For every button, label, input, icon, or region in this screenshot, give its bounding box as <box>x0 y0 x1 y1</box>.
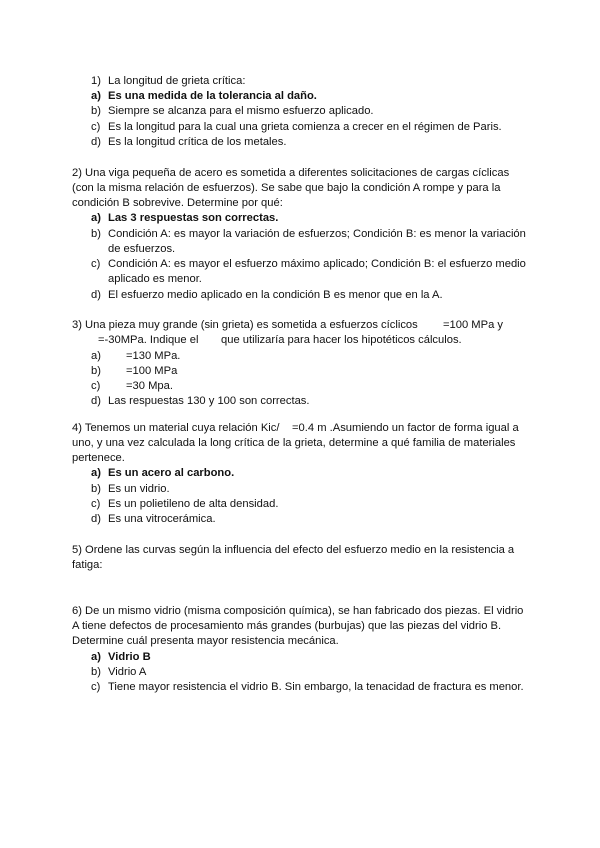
q2-option-c-label: c) <box>91 258 101 270</box>
q6-option-a-label: a) <box>91 651 101 663</box>
q1-option-c-label: c) <box>91 121 101 133</box>
q1-option-d-text: Es la longitud crítica de los metales. <box>108 136 287 148</box>
q3-option-b-text: =100 MPa <box>126 365 178 377</box>
q2-option-c-text-2: aplicado es menor. <box>108 273 202 285</box>
q4-option-a-text: Es un acero al carbono. <box>108 467 235 479</box>
q2-stem-line-1: 2) Una viga pequeña de acero es sometida a diferentes solicitaciones de cargas cíclicas <box>72 167 510 179</box>
q4-stem-part-1: 4) Tenemos un material cuya relación Kic/ <box>72 422 280 434</box>
q1-number: 1) <box>91 75 101 87</box>
q6-option-c-text: Tiene mayor resistencia el vidrio B. Sin embargo, la tenacidad de fractura es menor. <box>108 681 524 693</box>
q5-stem-line-1: 5) Ordene las curvas según la influencia del efecto del esfuerzo medio en la resistencia a <box>72 544 515 556</box>
q2-stem-line-2: (con la misma relación de esfuerzos). Se sabe que bajo la condición A rompe y para la <box>72 182 501 194</box>
q6-stem-line-1: 6) De un mismo vidrio (misma composición química), se han fabricado dos piezas. El vidrio <box>72 605 524 617</box>
q6-option-a-text: Vidrio B <box>108 651 151 663</box>
q2-option-a-label: a) <box>91 212 101 224</box>
q4-option-b-text: Es un vidrio. <box>108 483 170 495</box>
q5-stem-line-2: fatiga: <box>72 559 103 571</box>
q4-stem-part-3: uno, y una vez calculada la long crítica de la grieta, determine a qué familia de materiales <box>72 437 516 449</box>
q4-option-b-label: b) <box>91 483 101 495</box>
q4-option-c-text: Es un polietileno de alta densidad. <box>108 498 279 510</box>
q2-option-b-text-1: Condición A: es mayor la variación de esfuerzos; Condición B: es menor la variación <box>108 228 526 240</box>
q6-option-b-label: b) <box>91 666 101 678</box>
q3-stem-part-3: =-30MPa. Indique el <box>98 334 199 346</box>
q4-option-a-label: a) <box>91 467 101 479</box>
q3-option-a-label: a) <box>91 350 101 362</box>
q3-option-c-label: c) <box>91 380 101 392</box>
q2-option-c-text-1: Condición A: es mayor el esfuerzo máximo aplicado; Condición B: el esfuerzo medio <box>108 258 526 270</box>
q1-option-a-label: a) <box>91 90 101 102</box>
q3-option-b-label: b) <box>91 365 101 377</box>
q6-option-c-label: c) <box>91 681 101 693</box>
q3-option-d-label: d) <box>91 395 101 407</box>
q2-stem-line-3: condición B sobrevive. Determine por qué: <box>72 197 283 209</box>
q3-stem-part-2: =100 MPa y <box>443 319 504 331</box>
q4-option-c-label: c) <box>91 498 101 510</box>
q6-option-b-text: Vidrio A <box>108 666 147 678</box>
q4-stem-part-4: pertenece. <box>72 452 125 464</box>
q1-option-b-text: Siempre se alcanza para el mismo esfuerzo aplicado. <box>108 105 374 117</box>
q1-stem: La longitud de grieta crítica: <box>108 75 246 87</box>
q4-option-d-label: d) <box>91 513 101 525</box>
q2-option-a-text: Las 3 respuestas son correctas. <box>108 212 279 224</box>
q1-option-a-text: Es una medida de la tolerancia al daño. <box>108 90 317 102</box>
q3-stem-part-1: 3) Una pieza muy grande (sin grieta) es sometida a esfuerzos cíclicos <box>72 319 418 331</box>
q1-option-b-label: b) <box>91 105 101 117</box>
q1-option-c-text: Es la longitud para la cual una grieta comienza a crecer en el régimen de Paris. <box>108 121 502 133</box>
q4-stem-part-2: =0.4 m .Asumiendo un factor de forma igual a <box>292 422 519 434</box>
q3-option-a-text: =130 MPa. <box>126 350 181 362</box>
q6-stem-line-2: A tiene defectos de procesamiento más grandes (burbujas) que las piezas del vidrio B. <box>72 620 502 632</box>
q2-option-d-label: d) <box>91 289 101 301</box>
q3-option-d-text: Las respuestas 130 y 100 son correctas. <box>108 395 310 407</box>
q3-stem-part-4: que utilizaría para hacer los hipotéticos cálculos. <box>221 334 462 346</box>
q2-option-b-text-2: de esfuerzos. <box>108 243 176 255</box>
q1-option-d-label: d) <box>91 136 101 148</box>
q6-stem-line-3: Determine cuál presenta mayor resistencia mecánica. <box>72 635 339 647</box>
q2-option-b-label: b) <box>91 228 101 240</box>
q4-option-d-text: Es una vitrocerámica. <box>108 513 216 525</box>
q2-option-d-text: El esfuerzo medio aplicado en la condición B es menor que en la A. <box>108 289 443 301</box>
q3-option-c-text: =30 Mpa. <box>126 380 173 392</box>
